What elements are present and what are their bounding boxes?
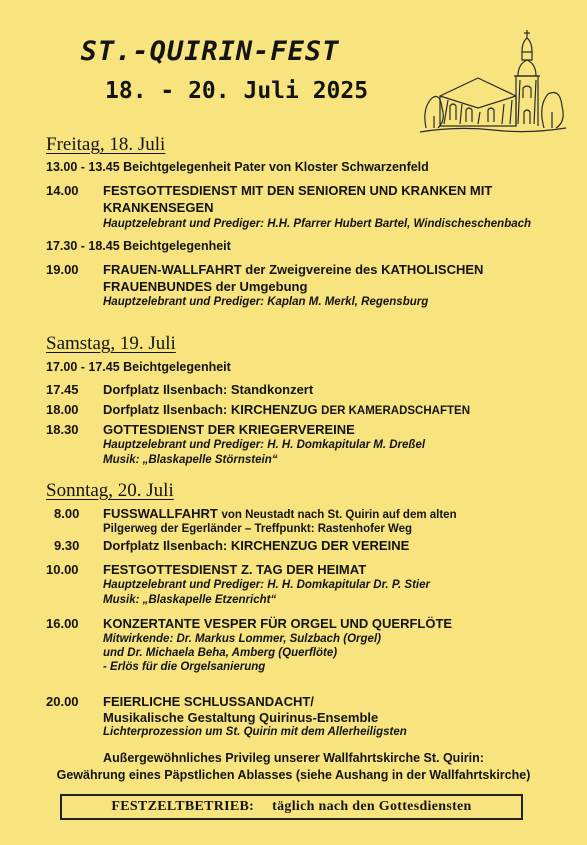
event-time: 17.00 - 17.45 Beichtgelegenheit — [46, 360, 231, 374]
event-time: 16.00 — [46, 616, 79, 631]
festival-dates: 18. - 20. Juli 2025 — [105, 78, 369, 104]
day-heading-sunday: Sonntag, 20. Juli — [46, 480, 174, 501]
event-detail: Hauptzelebrant und Prediger: H. H. Domkapitular M. Dreßel — [103, 439, 426, 451]
event-detail: Musik: „Blaskapelle Störnstein“ — [103, 454, 278, 466]
beer-tent-label: FESTZELTBETRIEB: — [111, 799, 255, 814]
page-title: ST.-QUIRIN-FEST — [80, 36, 340, 67]
event-time: 14.00 — [46, 183, 79, 198]
event-detail: Hauptzelebrant und Prediger: H.H. Pfarrer Hubert Bartel, Windischeschenbach — [103, 218, 532, 230]
event-description: Dorfplatz Ilsenbach: KIRCHENZUG DER VEREINE — [103, 538, 410, 553]
beer-tent-text: täglich nach den Gottesdiensten — [272, 799, 472, 814]
note-line-2: Gewährung eines Päpstlichen Ablasses (siehe Aushang in der Wallfahrtskirche) — [56, 768, 531, 782]
beer-tent-box — [60, 794, 523, 820]
event-description: FEIERLICHE SCHLUSSANDACHT/ — [103, 694, 314, 709]
event-description: FESTGOTTESDIENST Z. TAG DER HEIMAT — [103, 562, 367, 577]
event-time: 10.00 — [46, 562, 79, 577]
event-time: 8.00 — [54, 506, 80, 521]
event-description-line2: Musikalische Gestaltung Quirinus-Ensemble — [103, 710, 379, 725]
event-time: 13.00 - 13.45 Beichtgelegenheit Pater von Kloster Schwarzenfeld — [46, 160, 429, 174]
event-description: FUSSWALLFAHRT von Neustadt nach St. Quirin auf dem alten — [103, 506, 457, 521]
event-time: 9.30 — [54, 538, 80, 553]
event-detail: Musik: „Blaskapelle Etzenricht“ — [103, 594, 277, 606]
event-time: 17.30 - 18.45 Beichtgelegenheit — [46, 239, 231, 253]
event-description: FESTGOTTESDIENST MIT DEN SENIOREN UND KRANKEN MIT KRANKENSEGEN — [103, 183, 493, 215]
church-drawing-icon — [418, 28, 568, 138]
event-description: GOTTESDIENST DER KRIEGERVEREINE — [103, 422, 355, 437]
event-description: FRAUEN-WALLFAHRT der Zweigvereine des KATHOLISCHEN FRAUENBUNDES der Umgebung — [103, 262, 484, 294]
event-description: Dorfplatz Ilsenbach: KIRCHENZUG DER KAMERADSCHAFTEN — [103, 402, 471, 417]
event-description-line2: Pilgerweg der Egerländer – Treffpunkt: Rastenhofer Weg — [103, 523, 413, 535]
event-time: 18.00 — [46, 402, 79, 417]
event-time: 17.45 — [46, 382, 79, 397]
event-time: 19.00 — [46, 262, 79, 277]
event-time: 18.30 — [46, 422, 79, 437]
note-line-1: Außergewöhnliches Privileg unserer Wallfahrtskirche St. Quirin: — [103, 751, 484, 765]
event-detail: - Erlös für die Orgelsanierung — [103, 661, 266, 673]
day-heading-friday: Freitag, 18. Juli — [46, 134, 166, 155]
event-detail: Hauptzelebrant und Prediger: H. H. Domkapitular Dr. P. Stier — [103, 579, 430, 591]
event-detail: Lichterprozession um St. Quirin mit dem Allerheiligsten — [103, 726, 407, 738]
event-time: 20.00 — [46, 694, 79, 709]
event-description: Dorfplatz Ilsenbach: Standkonzert — [103, 382, 314, 397]
event-detail: Hauptzelebrant und Prediger: Kaplan M. Merkl, Regensburg — [103, 296, 429, 308]
event-detail: und Dr. Michaela Beha, Amberg (Querflöte) — [103, 647, 338, 659]
indulgence-note — [20, 750, 567, 784]
day-heading-saturday: Samstag, 19. Juli — [46, 333, 176, 354]
event-detail: Mitwirkende: Dr. Markus Lommer, Sulzbach (Orgel) — [103, 633, 381, 645]
event-description: KONZERTANTE VESPER FÜR ORGEL UND QUERFLÖTE — [103, 616, 453, 631]
